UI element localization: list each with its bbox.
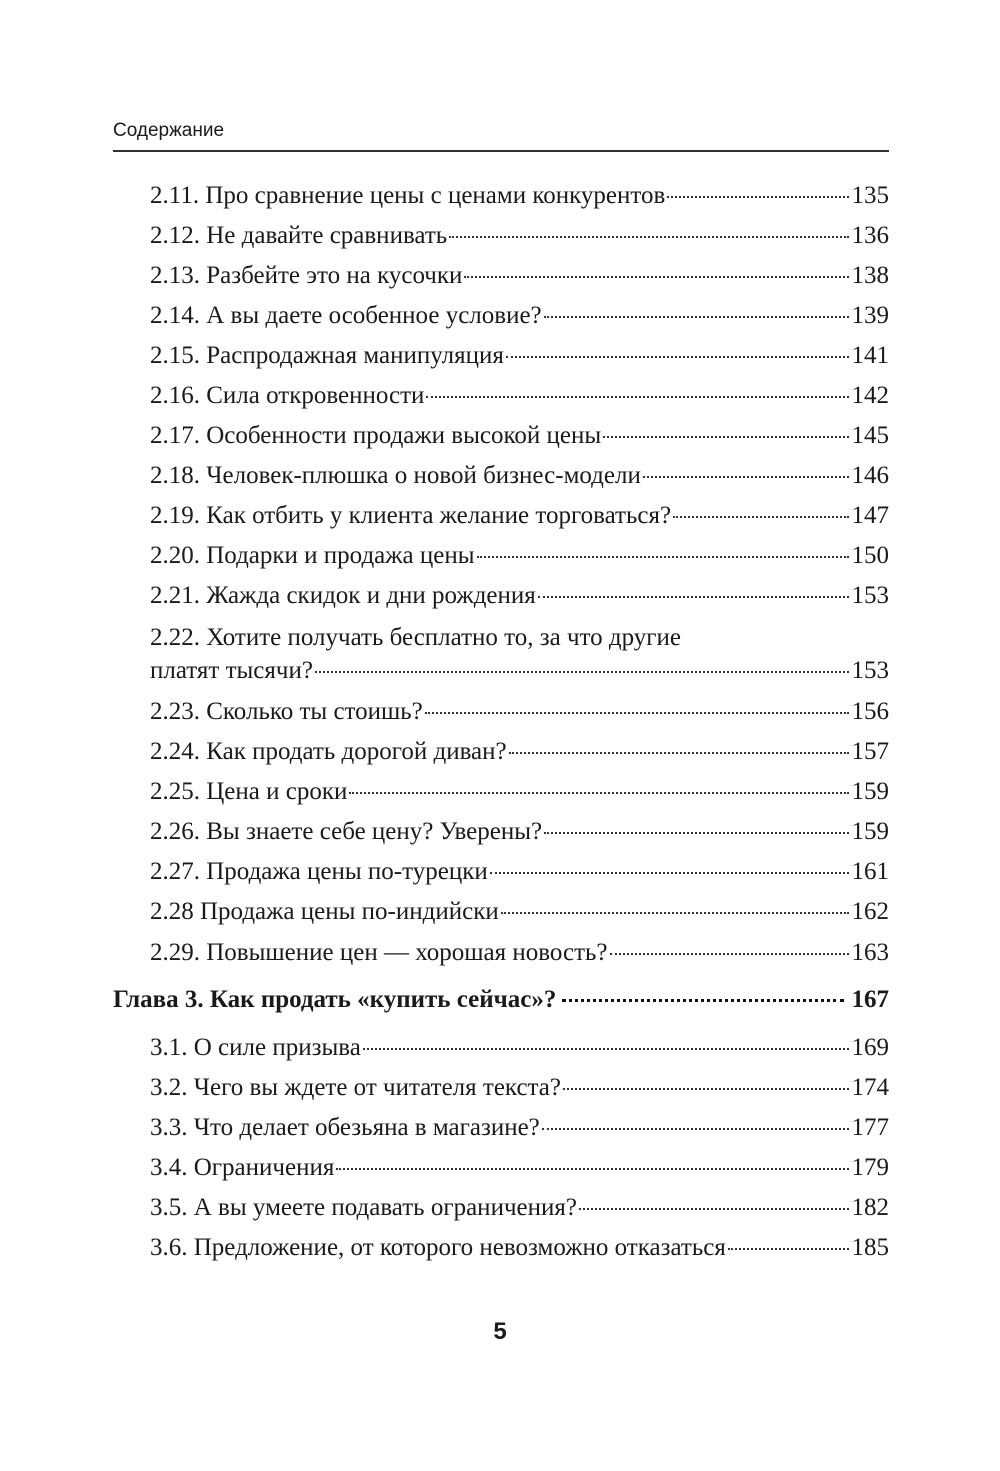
toc-entry-page: 161: [851, 858, 889, 885]
toc-entry[interactable]: [150, 1072, 889, 1104]
leader-dots: [426, 396, 848, 398]
toc-entry-page: 162: [851, 898, 889, 925]
toc-entry-page: 141: [851, 342, 889, 369]
toc-chapter-page: 167: [851, 986, 889, 1013]
toc-entry-title: 2.11. Про сравнение цены с ценами конкурентов: [150, 182, 666, 209]
toc-entry-title: 2.16. Сила откровенности: [150, 382, 425, 409]
leader-dots: [728, 1248, 849, 1250]
toc-entry-title: 2.12. Не давайте сравнивать: [150, 222, 448, 249]
toc-entry-page: 138: [851, 262, 889, 289]
toc-entry-wrapped-line1[interactable]: 2.22. Хотите получать бесплатно то, за что другие: [150, 624, 682, 651]
toc-entry[interactable]: [150, 896, 889, 928]
toc-entry-page: 174: [851, 1074, 889, 1101]
leader-dots: [562, 999, 843, 1002]
leader-dots: [603, 436, 848, 438]
toc-entry-page: 145: [851, 422, 889, 449]
toc-entry[interactable]: [150, 856, 889, 888]
toc-entry-title: 3.2. Чего вы ждете от читателя текста?: [150, 1074, 561, 1101]
toc-entry-title: 2.19. Как отбить у клиента желание торговаться?: [150, 502, 672, 529]
leader-dots: [610, 953, 849, 955]
toc-chapter-title: Глава 3. Как продать «купить сейчас»?: [113, 986, 557, 1013]
toc-entry[interactable]: [150, 460, 889, 492]
toc-entry-title: 2.13. Разбейте это на кусочки: [150, 262, 463, 289]
toc-entry[interactable]: [150, 580, 889, 612]
toc-entry-page: 179: [851, 1154, 889, 1181]
toc-entry[interactable]: [150, 500, 889, 532]
toc-entry-page: 185: [851, 1234, 889, 1261]
toc-entry-page: 139: [851, 302, 889, 329]
toc-entry-page: 150: [851, 542, 889, 569]
toc-entry-title: 3.5. А вы умеете подавать ограничения?: [150, 1194, 577, 1221]
toc-entry-page: 142: [851, 382, 889, 409]
toc-entry-page: 182: [851, 1194, 889, 1221]
toc-entry-page: 159: [851, 778, 889, 805]
toc-entry-title: 2.23. Сколько ты стоишь?: [150, 698, 423, 725]
toc-entry-page: 136: [851, 222, 889, 249]
toc-entry-title: 2.14. А вы даете особенное условие?: [150, 302, 542, 329]
leader-dots: [336, 1168, 848, 1170]
toc-entry-title: 2.17. Особенности продажи высокой цены: [150, 422, 602, 449]
page-number: 5: [493, 1318, 507, 1345]
toc-entry-page: 146: [851, 462, 889, 489]
toc-entry-title: 2.15. Распродажная манипуляция: [150, 342, 504, 369]
leader-dots: [425, 712, 849, 714]
leader-dots: [563, 1088, 849, 1090]
toc-entry-title: платят тысячи?: [150, 657, 313, 684]
toc-entry-page: 147: [851, 502, 889, 529]
toc-entry-title: 3.6. Предложение, от которого невозможно отказаться: [150, 1234, 726, 1261]
toc-entry[interactable]: [150, 540, 889, 572]
leader-dots: [643, 476, 849, 478]
toc-entry-title: 2.20. Подарки и продажа цены: [150, 542, 475, 569]
toc-chapter-heading[interactable]: [113, 984, 889, 1016]
leader-dots: [315, 671, 849, 673]
toc-entry[interactable]: [150, 420, 889, 452]
toc-entry-page: 177: [851, 1114, 889, 1141]
leader-dots: [449, 236, 848, 238]
toc-entry-title: 2.21. Жажда скидок и дни рождения: [150, 582, 536, 609]
toc-entry[interactable]: [150, 1112, 889, 1144]
toc-entry[interactable]: [150, 1032, 889, 1064]
toc-entry[interactable]: [150, 380, 889, 412]
leader-dots: [667, 196, 848, 198]
toc-entry[interactable]: [150, 180, 889, 212]
toc-entry-title: 3.3. Что делает обезьяна в магазине?: [150, 1114, 540, 1141]
leader-dots: [490, 872, 849, 874]
toc-entry[interactable]: [150, 1232, 889, 1264]
toc-entry-page: 153: [851, 582, 889, 609]
toc-entry[interactable]: [150, 696, 889, 728]
toc-entry[interactable]: [150, 220, 889, 252]
toc-entry[interactable]: [150, 340, 889, 372]
leader-dots: [579, 1208, 849, 1210]
toc-entry[interactable]: [150, 1192, 889, 1224]
toc-entry-page: 153: [851, 657, 889, 684]
toc-entry-page: 156: [851, 698, 889, 725]
toc-entry-title: 2.25. Цена и сроки: [150, 778, 348, 805]
toc-entry[interactable]: [150, 736, 889, 768]
toc-entry-title: 2.24. Как продать дорогой диван?: [150, 738, 507, 765]
leader-dots: [509, 752, 849, 754]
leader-dots: [501, 912, 849, 914]
leader-dots: [506, 356, 849, 358]
toc-entry[interactable]: [150, 937, 889, 969]
toc-entry-title: 3.4. Ограничения: [150, 1154, 335, 1181]
leader-dots: [673, 516, 848, 518]
toc-entry-wrapped[interactable]: [150, 655, 889, 687]
running-head: Содержание: [113, 120, 225, 141]
leader-dots: [464, 276, 848, 278]
leader-dots: [544, 832, 848, 834]
leader-dots: [542, 1128, 849, 1130]
leader-dots: [349, 792, 848, 794]
leader-dots: [477, 556, 849, 558]
toc-entry-title: 2.27. Продажа цены по-турецки: [150, 858, 488, 885]
toc-entry-page: 157: [851, 738, 889, 765]
toc-entry-page: 159: [851, 818, 889, 845]
toc-entry-page: 169: [851, 1034, 889, 1061]
toc-entry[interactable]: [150, 1152, 889, 1184]
toc-entry-title: 2.28 Продажа цены по-индийски: [150, 898, 499, 925]
toc-entry[interactable]: [150, 776, 889, 808]
leader-dots: [363, 1048, 849, 1050]
toc-entry[interactable]: [150, 300, 889, 332]
toc-entry-title: 2.26. Вы знаете себе цену? Уверены?: [150, 818, 543, 845]
leader-dots: [538, 596, 849, 598]
header-rule: [113, 150, 889, 152]
toc-entry-page: 135: [851, 182, 889, 209]
toc-entry-title: 3.1. О силе призыва: [150, 1034, 361, 1061]
toc-entry-title: 2.18. Человек-плюшка о новой бизнес-модели: [150, 462, 641, 489]
leader-dots: [544, 316, 849, 318]
toc-entry-page: 163: [851, 939, 889, 966]
toc-entry[interactable]: [150, 260, 889, 292]
toc-entry[interactable]: [150, 816, 889, 848]
toc-entry-title: 2.29. Повышение цен — хорошая новость?: [150, 939, 608, 966]
